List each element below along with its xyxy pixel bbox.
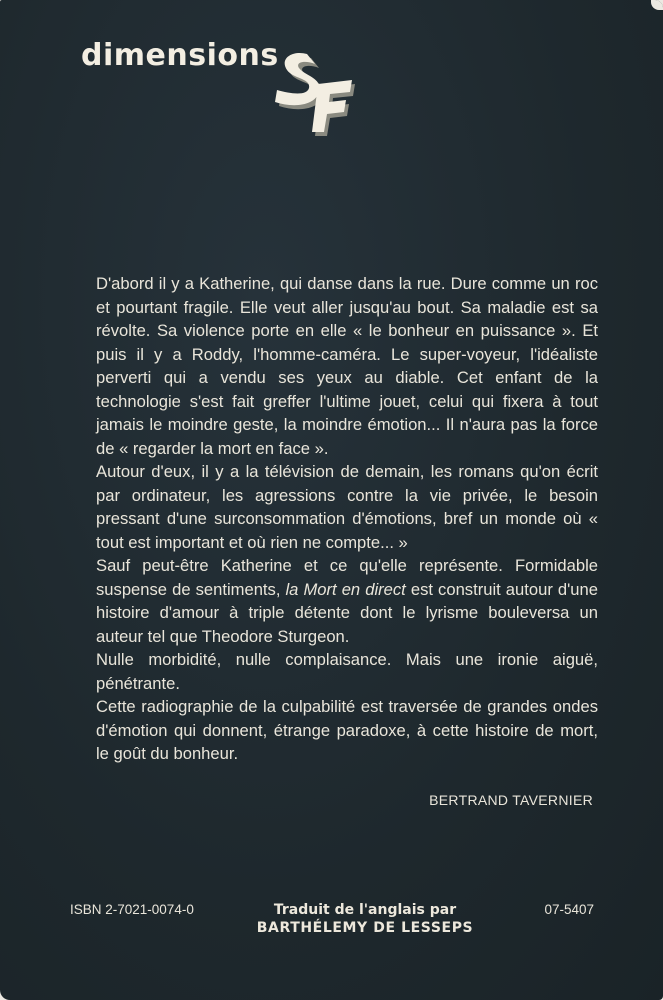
blurb-paragraph-3-end: est construit autour d'une histoire d'amour à triple détente dont le lyrisme bouleversa un auteur tel que Theodore Sturgeon. xyxy=(96,579,598,646)
translator-name: BARTHÉLEMY DE LESSEPS xyxy=(256,920,474,936)
translator-credit xyxy=(240,901,490,937)
blurb-paragraph-5: Cette radiographie de la culpabilité est traversée de grandes ondes d'émotion qui donnent, étrange paradoxe, à cette histoire de mort, le goût du bonheur. xyxy=(96,697,598,763)
blurb-paragraph-4: Nulle morbidité, nulle complaisance. Mais une ironie aiguë, pénétrante. xyxy=(96,650,598,693)
back-cover-blurb xyxy=(96,272,598,766)
blurb-author: BERTRAND TAVERNIER xyxy=(429,792,593,808)
cover-corner-wear xyxy=(651,0,663,10)
blurb-paragraph-3-start: Sauf peut-être Katherine et ce qu'elle représente. Formidable suspense de sentiments, xyxy=(96,556,598,599)
sf-logo-icon xyxy=(275,52,357,138)
isbn: ISBN 2-7021-0074-0 xyxy=(70,902,194,917)
blurb-paragraph-3 xyxy=(96,554,598,648)
catalog-code: 07-5407 xyxy=(544,902,594,917)
collection-brand: dimensions xyxy=(81,38,279,73)
translated-by-label: Traduit de l'anglais par xyxy=(273,902,457,918)
blurb-paragraph-2: Autour d'eux, il y a la télévision de demain, les romans qu'on écrit par ordinateur, les agressions contre la vie privée, le besoin pressant d'une surconsommation d'émotions, bref un monde où « tout est important et où rien ne compte... » xyxy=(96,462,598,552)
book-title: la Mort en direct xyxy=(285,579,406,599)
blurb-paragraph-1: D'abord il y a Katherine, qui danse dans la rue. Dure comme un roc et pourtant fragile. Elle veut aller jusqu'au bout. Sa maladie est sa révolte. Sa violence porte en elle « le bonheur en puissance ». Et puis il y a Roddy, l'homme-caméra. Le super-voyeur, l'idéaliste perverti qui a vendu ses yeux au diable. Cet enfant de la technologie s'est fait greffer l'ultime jouet, celui qui fixera à tout jamais le moindre geste, la moindre émotion... Il n'aura pas la force de « regarder la mort en face ». xyxy=(96,274,598,458)
